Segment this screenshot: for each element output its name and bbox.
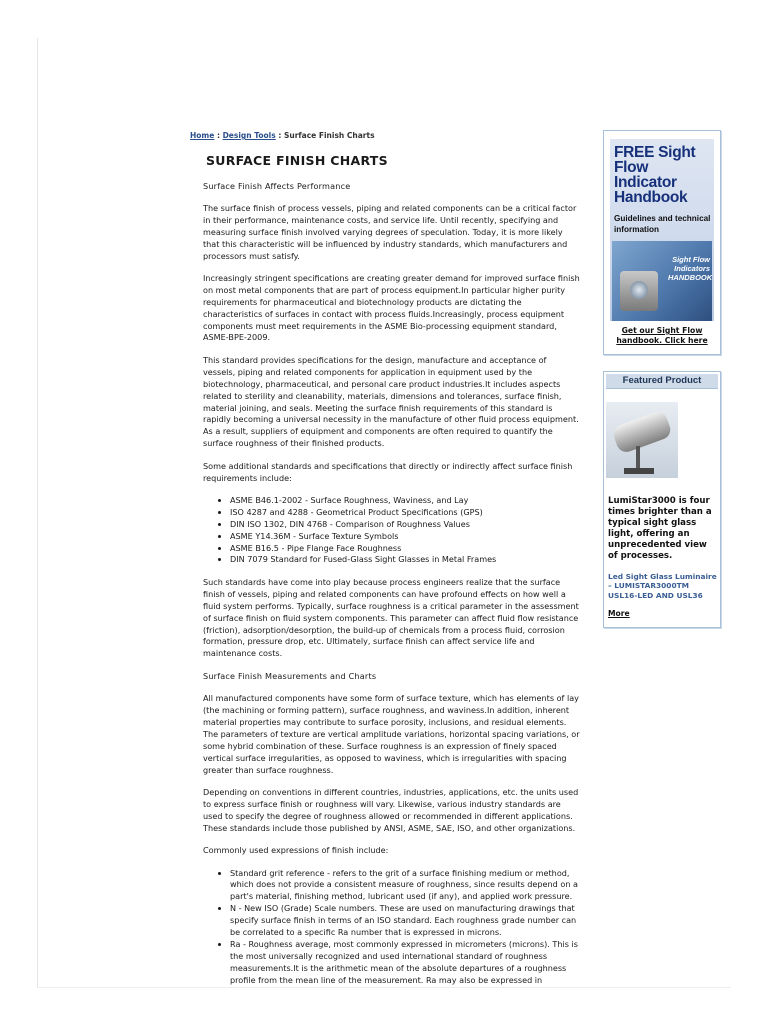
breadcrumb-design-tools-link[interactable]: Design Tools bbox=[222, 131, 276, 140]
list-item: • ASME B46.1-2002 - Surface Roughness, Waviness, and Lay bbox=[230, 495, 581, 507]
list-item: • ISO 4287 and 4288 - Geometrical Product Specifications (GPS) bbox=[230, 507, 581, 519]
product-image[interactable] bbox=[606, 402, 678, 478]
list-item: • N - New ISO (Grade) Scale numbers. These are used on manufacturing drawings that specify surface finish in terms of an ISO standard. Each roughness grade number can be correlated to a specific Ra number that is expressed in microns. bbox=[230, 903, 581, 939]
list-item: • Ra - Roughness average, most commonly expressed in micrometers (microns). This is the most universally recognized and used international standard of roughness measurements.It is the arithmetic mean of the absolute departures of a roughness profile from the mean line of the measurement. Ra may also be expressed in bbox=[230, 939, 581, 987]
handbook-cover-text: Sight Flow Indicators HANDBOOK bbox=[668, 255, 713, 282]
standards-list bbox=[203, 495, 581, 566]
list-item: • Standard grit reference - refers to the grit of a surface finishing medium or method, which does not provide a consistent measure of roughness, since results depend on a part's material, finishing method, lubricant used (if any), and applied work pressure. bbox=[230, 868, 581, 904]
page-title: SURFACE FINISH CHARTS bbox=[206, 153, 388, 168]
handbook-ad-banner[interactable] bbox=[610, 139, 714, 321]
sight-glass-device-icon bbox=[620, 271, 658, 311]
product-base bbox=[624, 468, 654, 474]
article bbox=[203, 152, 581, 997]
breadcrumb bbox=[190, 131, 375, 140]
list-item: • ASME B16.5 - Pipe Flange Face Roughness bbox=[230, 543, 581, 555]
more-link[interactable]: More bbox=[608, 609, 630, 618]
section-heading: Surface Finish Affects Performance bbox=[203, 181, 351, 191]
paragraph: Commonly used expressions of finish include: bbox=[203, 845, 389, 856]
section-heading: Surface Finish Measurements and Charts bbox=[203, 671, 377, 682]
featured-product-link[interactable]: Led Sight Glass Luminaire – LUMISTAR3000TM USL16-LED AND USL36 bbox=[608, 572, 717, 600]
handbook-ad[interactable] bbox=[603, 130, 721, 355]
handbook-ad-title: FREE Sight Flow Indicator Handbook bbox=[614, 144, 696, 206]
handbook-download-link[interactable]: Get our Sight Flow handbook. Click here bbox=[616, 326, 708, 345]
breadcrumb-separator: : bbox=[275, 131, 284, 140]
paragraph: Such standards have come into play because process engineers realize that the surface finish of vessels, piping and related components can have profound effects on how well a fluid system performs. Typically, surface roughness is a critical parameter in the assessment of surface finish on fluid system components. This parameter can affect fluid flow resistance (friction), adsorption/desorption, the build-up of chemicals from a process fluid, corrosion formation, pressure drop, etc. Ultimately, surface finish can affect service life and maintenance costs. bbox=[203, 576, 579, 659]
featured-product-header: Featured Product bbox=[606, 374, 718, 389]
paragraph: All manufactured components have some form of surface texture, which has elements of lay (the machining or forming pattern), surface roughness, and waviness.In addition, inherent material properties may contribute to surface porosity, inclusions, and residual elements. The parameters of texture are vertical amplitude variations, horizontal spacing variations, or some hybrid combination of these. Surface roughness is an expression of finely spaced vertical surface irregularities, as opposed to waviness, which is irregularities with spacing greater than surface roughness. bbox=[203, 693, 580, 775]
expressions-list bbox=[203, 868, 581, 987]
paragraph: Some additional standards and specifications that directly or indirectly affect surface finish requirements include: bbox=[203, 460, 573, 483]
breadcrumb-current: Surface Finish Charts bbox=[283, 131, 375, 140]
list-item: • ASME Y14.36M - Surface Texture Symbols bbox=[230, 531, 581, 543]
featured-product-box bbox=[603, 371, 721, 628]
featured-product-description: LumiStar3000 is four times brighter than a typical sight glass light, offering an unprecedented view of processes. bbox=[608, 496, 712, 561]
list-item: • DIN ISO 1302, DIN 4768 - Comparison of Roughness Values bbox=[230, 519, 581, 531]
page-left-border bbox=[37, 38, 38, 988]
list-item: • DIN 7079 Standard for Fused-Glass Sight Glasses in Metal Frames bbox=[230, 554, 581, 566]
breadcrumb-separator: : bbox=[214, 131, 223, 140]
paragraph: The surface finish of process vessels, piping and related components can be a critical factor in their performance, maintenance costs, and service life. Until recently, specifying and measuring surface finish involved varying degrees of speculation. Today, it is more likely that this characteristic will be influenced by industry standards, which manufacturers and processors must satisfy. bbox=[203, 202, 577, 261]
handbook-cover-image bbox=[612, 241, 712, 321]
breadcrumb-home-link[interactable]: Home bbox=[190, 131, 215, 140]
paragraph: Depending on conventions in different countries, industries, applications, etc. the units used to express surface finish or roughness will vary. Likewise, various industry standards are used to specify the degree of roughness allowed or recommended in different applications. These standards include those published by ANSI, ASME, SAE, ISO, and other organizations. bbox=[203, 786, 579, 833]
handbook-ad-subtitle: Guidelines and technical information bbox=[614, 214, 711, 234]
paragraph: This standard provides specifications for the design, manufacture and acceptance of vessels, piping and related components for application in equipment used by the biotechnology, pharmaceutical, and personal care product industries.It includes aspects related to sterility and cleanability, materials, dimensions and tolerances, surface finish, material joining, and seals. Meeting the surface finish requirements of this standard is rapidly becoming a universal necessity in the manufacture of other fluid process equipment. As a result, suppliers of equipment and components are often required to quantify the surface roughness of their finished products. bbox=[203, 354, 579, 449]
paragraph: Increasingly stringent specifications are creating greater demand for improved surface finish on most metal components that are part of process equipment.In particular higher purity requirements for pharmaceutical and biotechnology products are dictating the characteristics of surfaces in contact with process fluids.Increasingly, process equipment components must meet requirements in the ASME Bio-processing equipment standard, ASME-BPE-2009. bbox=[203, 272, 580, 343]
luminaire-icon bbox=[611, 409, 673, 454]
